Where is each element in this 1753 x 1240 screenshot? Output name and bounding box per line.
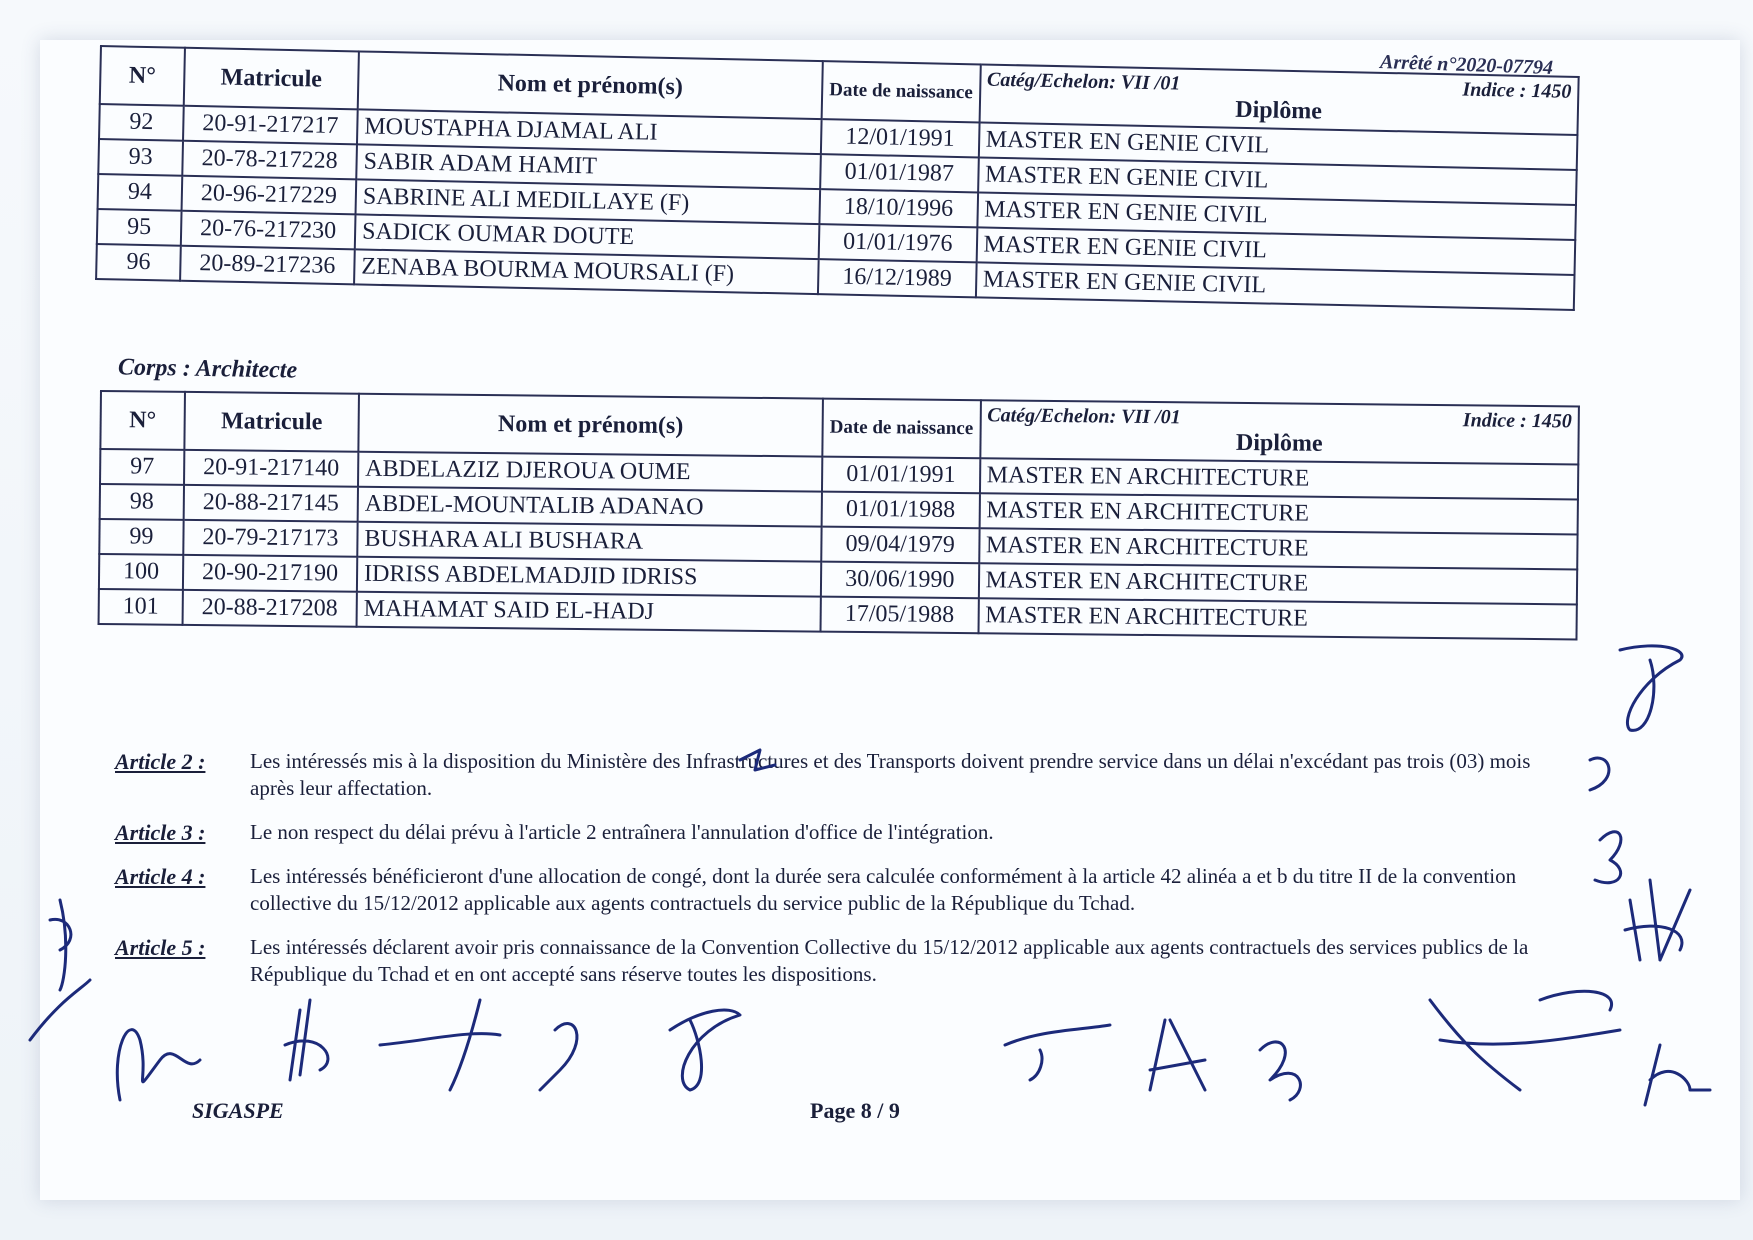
row-date: 01/01/1991 <box>822 457 980 494</box>
row-matricule: 20-79-217173 <box>183 520 357 557</box>
header-num: N° <box>100 391 185 450</box>
categ-value: VII /01 <box>1121 405 1181 429</box>
row-diplome: MASTER EN GENIE CIVIL <box>977 192 1576 240</box>
row-nom: MOUSTAPHA DJAMAL ALI <box>357 109 822 154</box>
row-nom: ABDEL-MOUNTALIB ADANAO <box>358 487 822 527</box>
articles <box>115 748 1565 1004</box>
row-matricule: 20-88-217208 <box>183 590 357 627</box>
table-architecte <box>98 390 1580 640</box>
row-date: 18/10/1996 <box>819 189 977 227</box>
row-diplome: MASTER EN GENIE CIVIL <box>978 122 1577 170</box>
article-label: Article 2 : <box>115 749 206 774</box>
indice-value: 1450 <box>1531 79 1572 103</box>
row-diplome: MASTER EN ARCHITECTURE <box>978 598 1577 639</box>
header-date: Date de naissance <box>822 61 981 122</box>
header-matricule: Matricule <box>184 392 359 452</box>
categ-label: Catég/Echelon: <box>987 404 1117 428</box>
footer-sigaspe: SIGASPE <box>192 1098 284 1123</box>
corps-label: Corps : Architecte <box>117 354 298 384</box>
header-num: N° <box>100 46 185 106</box>
article-text: Les intéressés déclarent avoir pris connaissance de la Convention Collective du 15/12/2012 applicable aux agents contractuels des services publics de la République du Tchad et en ont accepté sans réserve toutes les dispositions. <box>250 934 1529 987</box>
row-diplome: MASTER EN GENIE CIVIL <box>975 262 1574 310</box>
row-matricule: 20-89-217236 <box>180 246 355 285</box>
article-text: Le non respect du délai prévu à l'article 2 entraînera l'annulation d'office de l'intégration. <box>250 819 994 844</box>
row-date: 09/04/1979 <box>821 527 979 564</box>
row-matricule: 20-91-217140 <box>184 450 358 487</box>
row-date: 30/06/1990 <box>821 562 979 599</box>
article-text: Les intéressés bénéficieront d'une allocation de congé, dont la durée sera calculée conformément à la article 42 alinéa a et b du titre II de la convention collective du 15/12/2012 applicable aux agents contractuels du service public de la République du Tchad. <box>250 864 1517 916</box>
row-diplome: MASTER EN GENIE CIVIL <box>976 227 1575 275</box>
row-nom: IDRISS ABDELMADJID IDRISS <box>357 557 821 597</box>
row-date: 01/01/1976 <box>819 224 977 262</box>
row-matricule: 20-96-217229 <box>182 176 357 215</box>
row-nom: SADICK OUMAR DOUTE <box>355 214 820 259</box>
header-diplome <box>980 400 1579 464</box>
row-matricule: 20-76-217230 <box>181 211 356 250</box>
row-nom: SABIR ADAM HAMIT <box>356 144 821 189</box>
diplome-label: Diplôme <box>1235 96 1323 125</box>
row-num: 101 <box>99 589 183 625</box>
footer-page-number: Page 8 / 9 <box>810 1098 900 1123</box>
row-diplome: MASTER EN ARCHITECTURE <box>980 458 1579 499</box>
row-nom: ABDELAZIZ DJEROUA OUME <box>358 452 822 492</box>
diplome-label: Diplôme <box>1235 429 1323 457</box>
indice-value: 1450 <box>1531 409 1572 433</box>
row-date: 01/01/1988 <box>822 492 980 529</box>
row-num: 93 <box>98 139 183 176</box>
row-diplome: MASTER EN ARCHITECTURE <box>979 493 1578 534</box>
row-matricule: 20-88-217145 <box>184 485 358 522</box>
row-matricule: 20-91-217217 <box>183 106 358 145</box>
row-num: 99 <box>99 519 183 555</box>
row-nom: ZENABA BOURMA MOURSALI (F) <box>354 249 819 294</box>
row-num: 100 <box>99 554 183 590</box>
row-diplome: MASTER EN ARCHITECTURE <box>978 563 1577 604</box>
article-label: Article 4 : <box>115 864 206 890</box>
header-nom: Nom et prénom(s) <box>358 51 823 119</box>
row-num: 97 <box>100 449 184 485</box>
row-date: 01/01/1987 <box>820 154 978 192</box>
article-4 <box>115 863 1565 918</box>
article-5 <box>115 934 1565 989</box>
row-nom: MAHAMAT SAID EL-HADJ <box>357 592 821 632</box>
arrete-number: Arrêté n°2020-07794 <box>1379 50 1554 80</box>
indice-label: Indice : <box>1462 409 1527 432</box>
row-date: 17/05/1988 <box>821 597 979 634</box>
row-date: 12/01/1991 <box>821 119 979 157</box>
row-matricule: 20-90-217190 <box>183 555 357 592</box>
row-num: 92 <box>99 104 184 141</box>
indice-label: Indice : <box>1462 78 1527 102</box>
header-matricule: Matricule <box>184 48 359 110</box>
row-num: 98 <box>100 484 184 520</box>
row-num: 95 <box>97 209 182 246</box>
categ-value: VII /01 <box>1120 71 1181 95</box>
row-matricule: 20-78-217228 <box>182 141 357 180</box>
row-nom: BUSHARA ALI BUSHARA <box>357 522 821 562</box>
header-nom: Nom et prénom(s) <box>358 394 823 457</box>
article-label: Article 5 : <box>115 934 206 960</box>
article-3 <box>115 819 1565 848</box>
article-2 <box>115 748 1565 803</box>
row-date: 16/12/1989 <box>818 259 976 297</box>
categ-label: Catég/Echelon: <box>986 68 1117 94</box>
row-num: 96 <box>96 244 181 281</box>
article-text: Les intéressés mis à la disposition du Ministère des Infrastructures et des Transports doivent prendre service dans un délai n'excédant pas trois (03) mois après leur affectation. <box>250 749 1531 801</box>
row-num: 94 <box>98 174 183 211</box>
row-diplome: MASTER EN GENIE CIVIL <box>978 157 1577 205</box>
row-nom: SABRINE ALI MEDILLAYE (F) <box>356 179 821 224</box>
table-genie-civil <box>95 45 1580 311</box>
row-diplome: MASTER EN ARCHITECTURE <box>979 528 1578 569</box>
header-date: Date de naissance <box>822 399 980 459</box>
article-label: Article 3 : <box>115 819 206 845</box>
